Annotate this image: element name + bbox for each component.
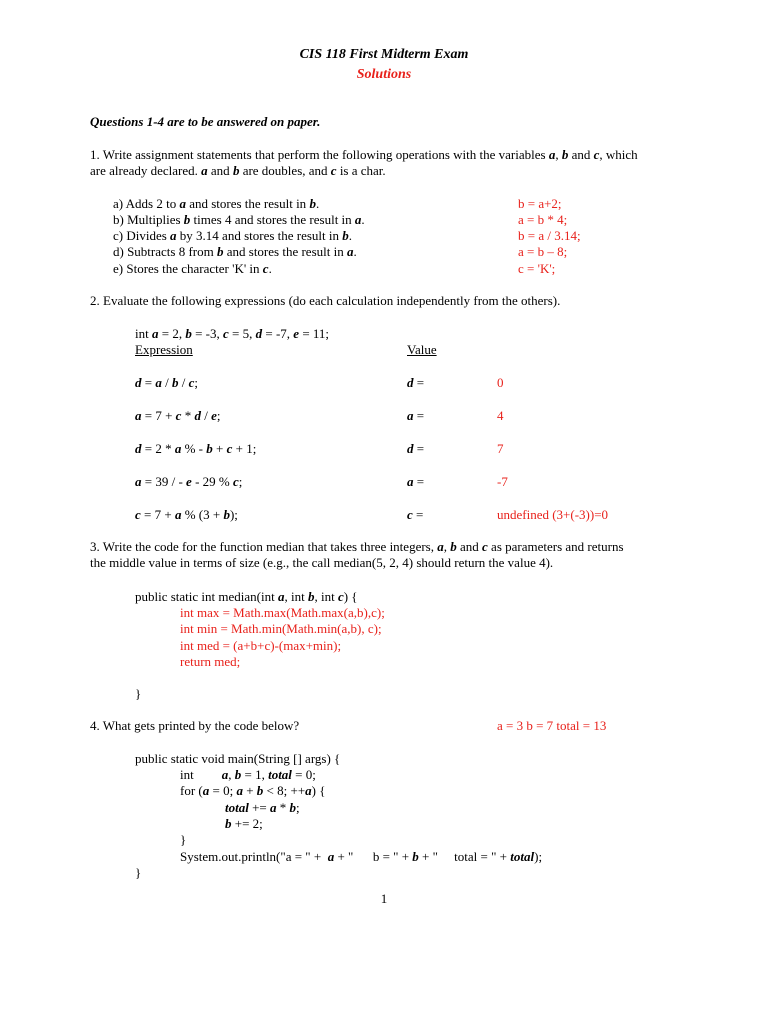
q1-answer: b = a+2; [518, 196, 562, 211]
q1-prompt-line2: are already declared. a and b are doubles, and c is a char. [90, 163, 386, 178]
column-header-value: Value [407, 342, 437, 357]
instructions: Questions 1-4 are to be answered on paper. [90, 114, 321, 129]
q2-answer: 4 [497, 408, 504, 423]
q3-signature: public static int median(int a, int b, int c) { [135, 589, 358, 604]
q4-prompt: 4. What gets printed by the code below? [90, 718, 300, 733]
q1-item: b) Multiplies b times 4 and stores the result in a. [113, 212, 365, 227]
q4-print-statement: System.out.println("a = " + a + " b = " + b + " total = " + total); [180, 849, 543, 864]
q2-answer: 7 [497, 441, 504, 456]
q2-prompt: 2. Evaluate the following expressions (do each calculation independently from the others). [90, 293, 561, 308]
q4-outer-close-brace: } [135, 865, 142, 880]
q2-expression: a = 7 + c * d / e; [135, 408, 221, 423]
q4-declaration: int a, b = 1, total = 0; [180, 767, 316, 782]
q3-code-line: int med = (a+b+c)-(max+min); [180, 638, 342, 653]
q2-value-label: a = [407, 408, 425, 423]
q1-item: c) Divides a by 3.14 and stores the result in b. [113, 228, 353, 243]
q2-answer: undefined (3+(-3))=0 [497, 507, 609, 522]
q3-code-line: int min = Math.min(Math.min(a,b), c); [180, 621, 382, 636]
q4-inner-close-brace: } [180, 832, 187, 847]
q4-loop-body-line: total += a * b; [225, 800, 300, 815]
column-header-expression: Expression [135, 342, 193, 357]
exam-subtitle: Solutions [356, 67, 412, 82]
q2-value-label: d = [407, 441, 425, 456]
q1-item: e) Stores the character 'K' in c. [113, 261, 272, 276]
q1-item: d) Subtracts 8 from b and stores the result in a. [113, 244, 357, 259]
q4-answer: a = 3 b = 7 total = 13 [497, 718, 607, 733]
q3-code-line: int max = Math.max(Math.max(a,b),c); [180, 605, 385, 620]
q1-prompt-line1: 1. Write assignment statements that perform the following operations with the variables a, b and c, which [90, 147, 638, 162]
q2-declaration: int a = 2, b = -3, c = 5, d = -7, e = 11; [135, 326, 330, 341]
q4-loop-body-line: b += 2; [225, 816, 263, 831]
q1-answer: a = b – 8; [518, 244, 568, 259]
q1-answer: c = 'K'; [518, 261, 556, 276]
q2-value-label: a = [407, 474, 425, 489]
q3-prompt-line2: the middle value in terms of size (e.g., the call median(5, 2, 4) should return the value 4). [90, 555, 554, 570]
q2-answer: 0 [497, 375, 504, 390]
q4-main-signature: public static void main(String [] args) { [135, 751, 341, 766]
q1-item: a) Adds 2 to a and stores the result in b. [113, 196, 320, 211]
q1-answer: a = b * 4; [518, 212, 568, 227]
q2-expression: d = 2 * a % - b + c + 1; [135, 441, 257, 456]
page-number: 1 [380, 891, 388, 906]
exam-title: CIS 118 First Midterm Exam [299, 47, 469, 62]
q2-expression: c = 7 + a % (3 + b); [135, 507, 238, 522]
q2-value-label: c = [407, 507, 424, 522]
q3-code-line: return med; [180, 654, 241, 669]
q1-answer: b = a / 3.14; [518, 228, 581, 243]
q4-for-loop: for (a = 0; a + b < 8; ++a) { [180, 783, 326, 798]
q2-expression: a = 39 / - e - 29 % c; [135, 474, 243, 489]
q3-close-brace: } [135, 686, 142, 701]
q2-expression: d = a / b / c; [135, 375, 198, 390]
q2-value-label: d = [407, 375, 425, 390]
q3-prompt-line1: 3. Write the code for the function median that takes three integers, a, b and c as parameters and returns [90, 539, 624, 554]
q2-answer: -7 [497, 474, 508, 489]
